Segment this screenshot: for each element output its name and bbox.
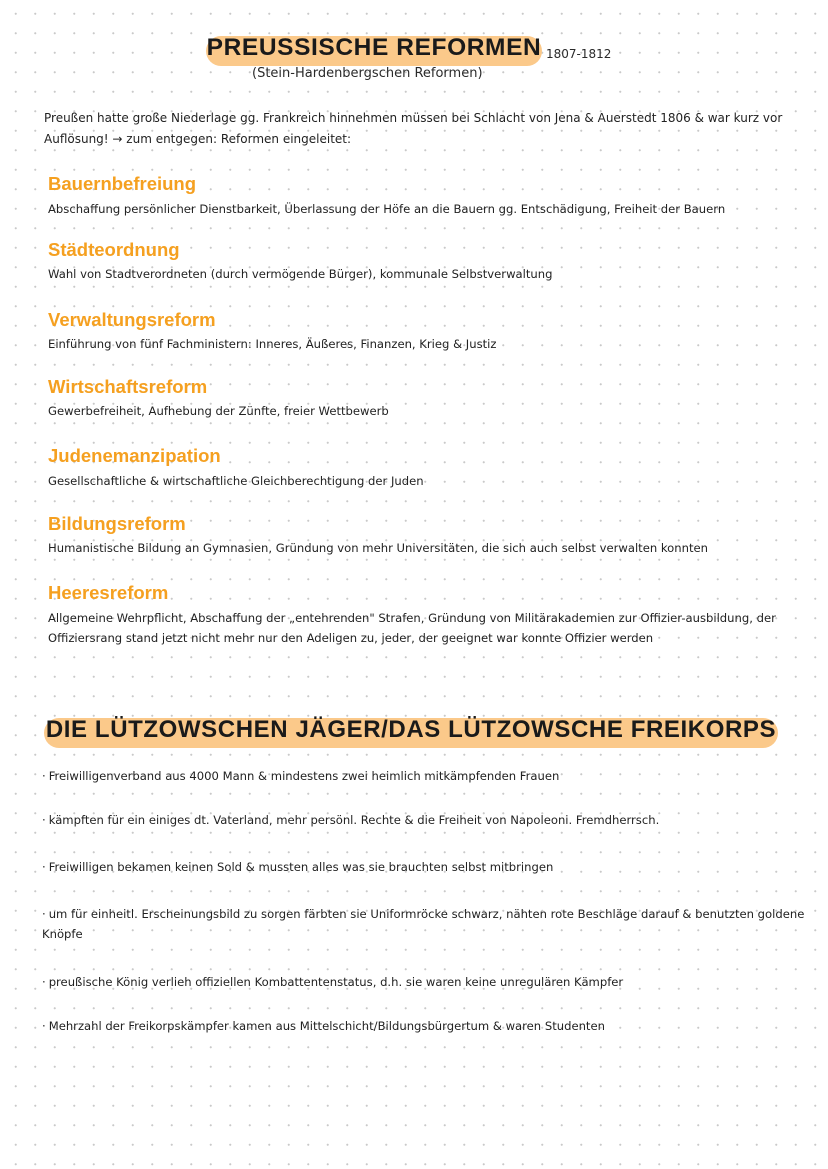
section-title: DIE LÜTZOWSCHEN JÄGER/DAS LÜTZOWSCHE FREIKORPS	[45, 716, 777, 743]
heading-bauernbefreiung: Bauernbefreiung	[48, 173, 197, 194]
text-verwaltungsreform: Einführung von fünf Fachministern: Inneres, Äußeres, Finanzen, Krieg & Justiz	[48, 337, 497, 351]
heading-verwaltungsreform: Verwaltungsreform	[48, 309, 216, 330]
bullet-dot: ·	[42, 1019, 46, 1033]
page-title: PREUSSISCHE REFORMEN	[206, 34, 542, 61]
list-item	[42, 810, 822, 830]
heading-staedteordnung: Städteordnung	[48, 239, 180, 260]
title-years: 1807-1812	[546, 47, 612, 61]
intro-text: Preußen hatte große Niederlage gg. Frankreich hinnehmen müssen bei Schlacht von Jena & Auerstedt 1806 & war kurz vor Auflösung! → zum entgegen: Reformen eingeleitet:	[44, 111, 783, 146]
list-item	[42, 1016, 822, 1036]
page-subtitle: (Stein-Hardenbergschen Reformen)	[252, 66, 483, 81]
bullet-dot: ·	[42, 769, 46, 783]
heading-bildungsreform: Bildungsreform	[48, 513, 186, 534]
list-item	[42, 904, 822, 944]
bullet-dot: ·	[42, 813, 46, 827]
bullet-dot: ·	[42, 907, 46, 921]
list-item	[42, 857, 822, 877]
list-item-text: Freiwilligenverband aus 4000 Mann & mindestens zwei heimlich mitkämpfenden Frauen	[48, 769, 560, 783]
list-item-text: Mehrzahl der Freikorpskämpfer kamen aus Mittelschicht/Bildungsbürgertum & waren Studenten	[48, 1019, 605, 1033]
bullet-dot: ·	[42, 975, 46, 989]
text-bildungsreform: Humanistische Bildung an Gymnasien, Gründung von mehr Universitäten, die sich auch selbst verwalten konnten	[48, 541, 708, 555]
list-item	[42, 766, 822, 786]
text-judenemanzipation: Gesellschaftliche & wirtschaftliche Gleichberechtigung der Juden	[48, 474, 424, 488]
text-staedteordnung: Wahl von Stadtverordneten (durch vermögende Bürger), kommunale Selbstverwaltung	[48, 267, 553, 281]
heading-wirtschaftsreform: Wirtschaftsreform	[48, 376, 208, 397]
bullet-dot: ·	[42, 860, 46, 874]
list-item	[42, 972, 822, 992]
list-item-text: kämpften für ein einiges dt. Vaterland, mehr persönl. Rechte & die Freiheit von Napoleoni. Fremdherrsch.	[48, 813, 660, 827]
text-wirtschaftsreform: Gewerbefreiheit, Aufhebung der Zünfte, freier Wettbewerb	[48, 404, 389, 418]
heading-judenemanzipation: Judenemanzipation	[48, 445, 221, 466]
list-item-text: Freiwilligen bekamen keinen Sold & mussten alles was sie brauchten selbst mitbringen	[48, 860, 554, 874]
list-item-text: preußische König verlieh offiziellen Kombattentenstatus, d.h. sie waren keine unregulären Kämpfer	[48, 975, 624, 989]
list-item-text: um für einheitl. Erscheinungsbild zu sorgen färbten sie Uniformröcke schwarz, nähten rote Beschläge darauf & benutzten goldene Knöpfe	[42, 907, 805, 941]
text-bauernbefreiung: Abschaffung persönlicher Dienstbarkeit, Überlassung der Höfe an die Bauern gg. Entschädigung, Freiheit der Bauern	[48, 202, 726, 216]
text-heeresreform: Allgemeine Wehrpflicht, Abschaffung der „entehrenden" Strafen, Gründung von Militärakademien zur Offizier-ausbildung, der Offiziersrang stand jetzt nicht mehr nur den Adeligen zu, jeder, der geeignet war konnte Offizier werden	[48, 611, 776, 645]
heading-heeresreform: Heeresreform	[48, 582, 169, 603]
